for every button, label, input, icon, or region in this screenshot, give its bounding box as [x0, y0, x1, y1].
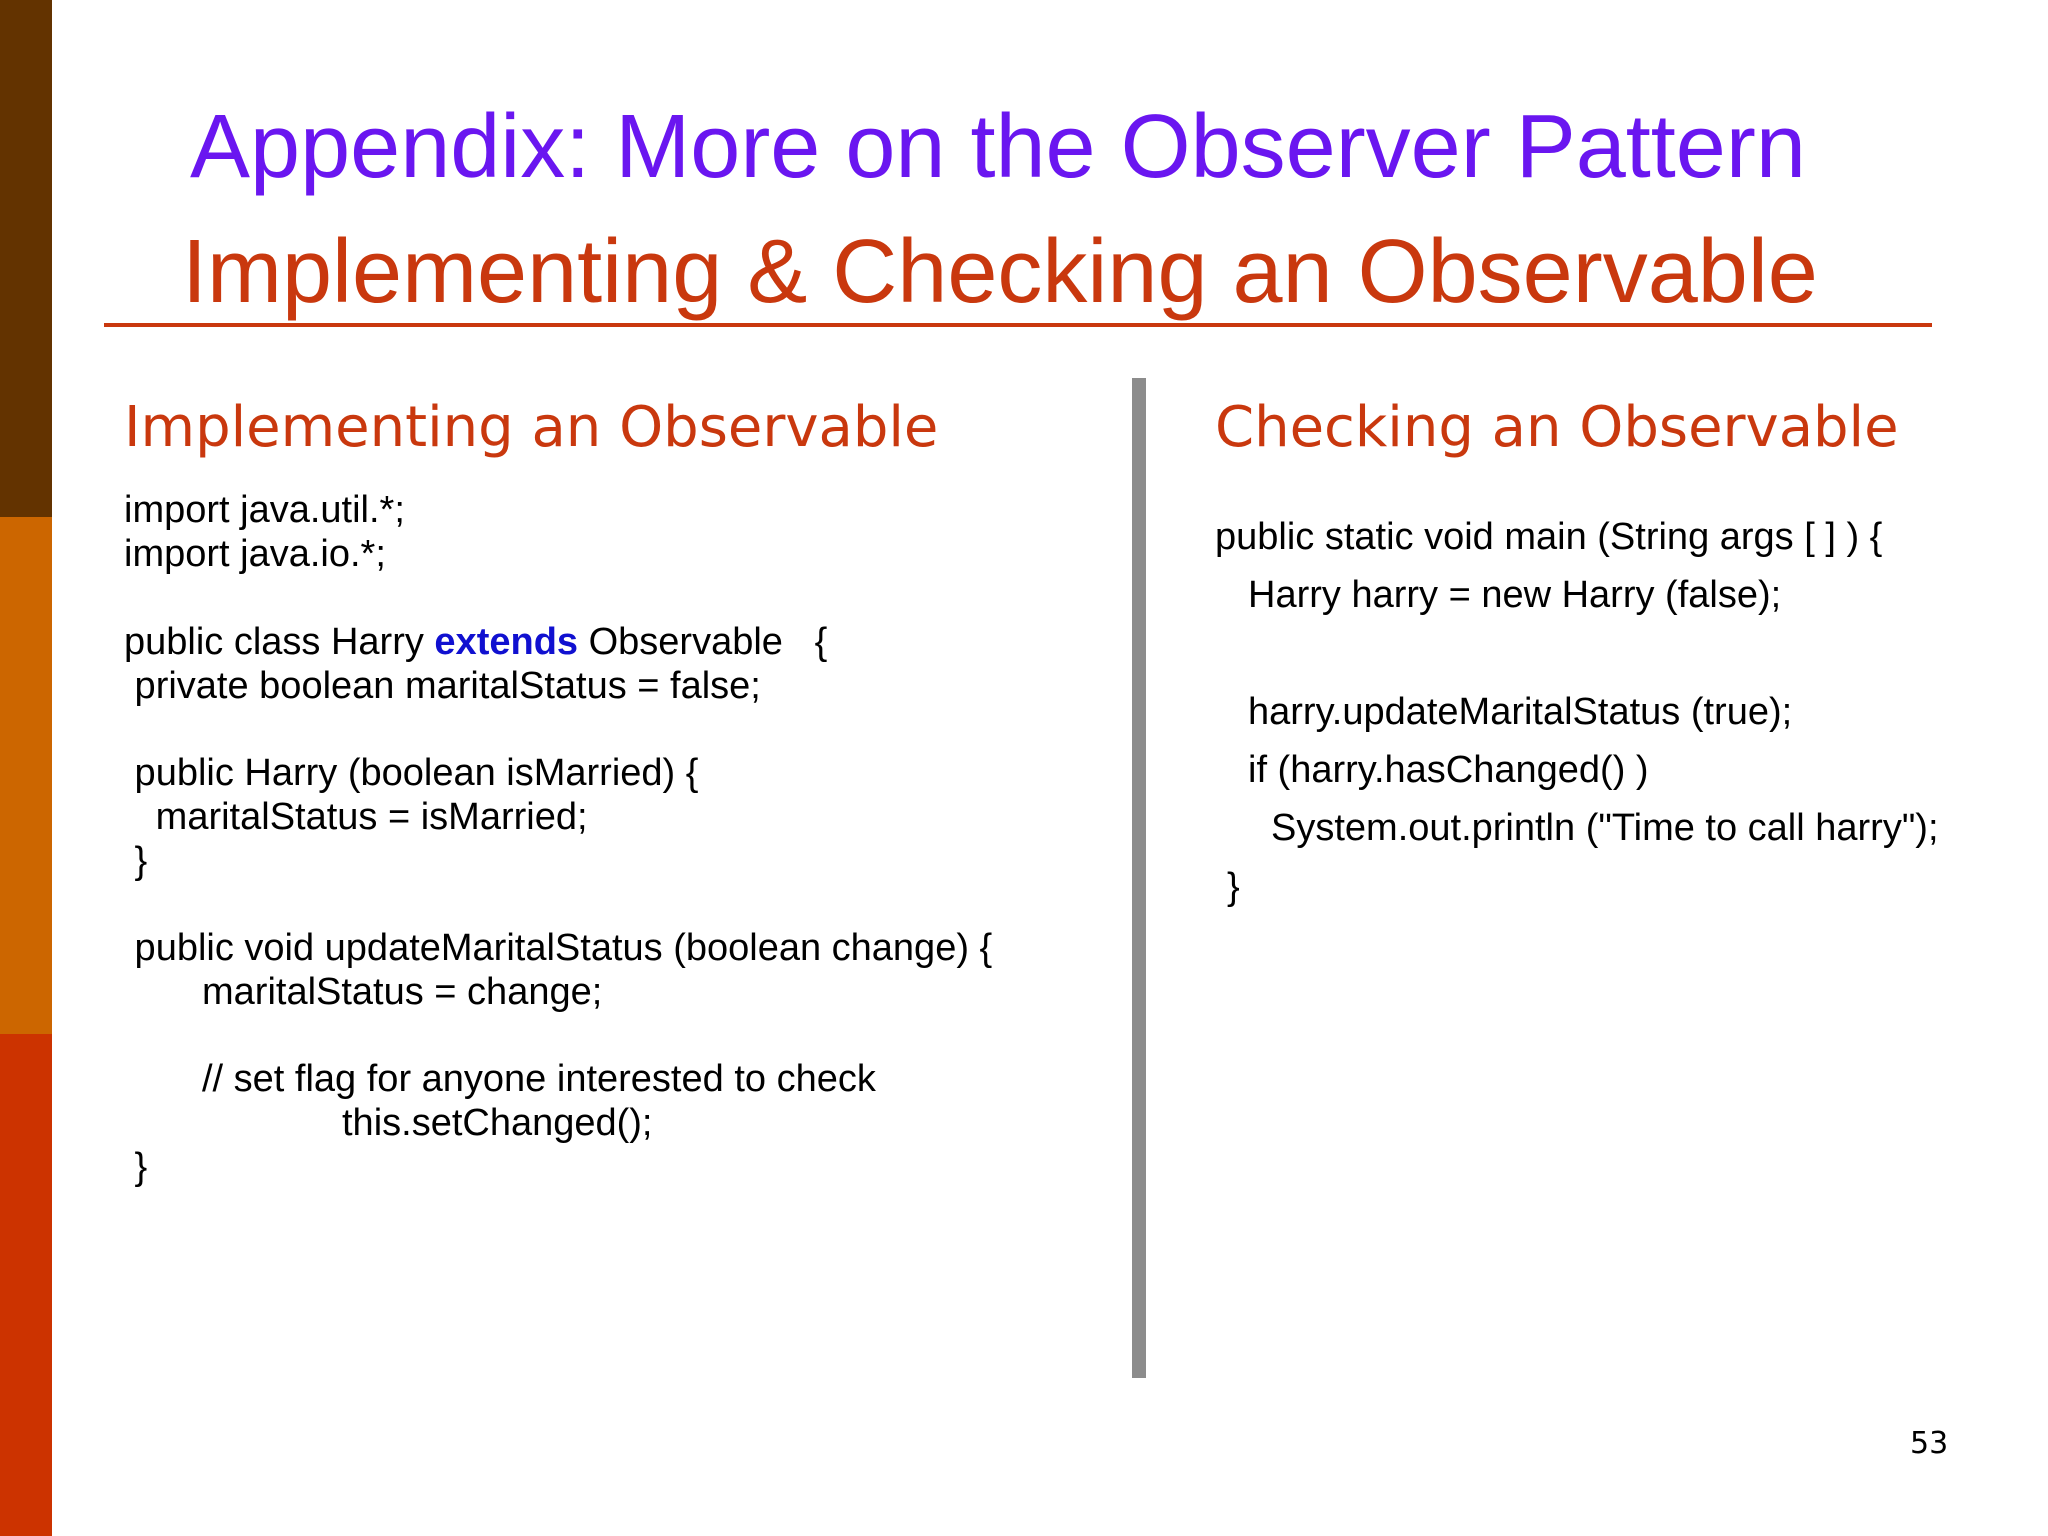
right-column-heading: Checking an Observable [1215, 395, 1899, 460]
right-code-line: Harry harry = new Harry (false); [1248, 574, 1782, 616]
right-code-line: public static void main (String args [ ] ) { [1215, 516, 1883, 558]
left-code-line: // set flag for anyone interested to check [202, 1058, 876, 1100]
side-accent-bar-bottom [0, 1034, 52, 1536]
left-code-line: public Harry (boolean isMarried) { [124, 752, 699, 794]
left-code-line: private boolean maritalStatus = false; [124, 665, 761, 707]
left-column-heading: Implementing an Observable [124, 395, 939, 460]
title-underline [104, 323, 1932, 327]
side-accent-bar-middle [0, 517, 52, 1034]
extends-keyword: extends [434, 621, 579, 663]
left-code-line: maritalStatus = change; [202, 971, 603, 1013]
code-text: public class Harry [124, 621, 435, 663]
right-code-line: if (harry.hasChanged() ) [1248, 749, 1649, 791]
page-number: 53 [1910, 1426, 1949, 1461]
column-divider [1132, 378, 1146, 1378]
left-code-line: import java.io.*; [124, 533, 386, 575]
left-code-line: public void updateMaritalStatus (boolean change) { [124, 927, 993, 969]
code-text: Observable { [578, 621, 828, 663]
left-code-line: maritalStatus = isMarried; [124, 796, 588, 838]
left-code-line: } [124, 1146, 148, 1188]
right-code-line: } [1227, 866, 1240, 908]
left-code-line: import java.util.*; [124, 489, 405, 531]
left-code-line: this.setChanged(); [342, 1102, 653, 1144]
right-code-line: harry.updateMaritalStatus (true); [1248, 691, 1793, 733]
slide-subtitle: Implementing & Checking an Observable [182, 222, 1818, 322]
slide-title: Appendix: More on the Observer Pattern [190, 97, 1806, 197]
left-code-line: } [124, 840, 148, 882]
right-code-line: System.out.println ("Time to call harry"); [1271, 807, 1939, 849]
side-accent-bar-top [0, 0, 52, 517]
left-code-line-class-declaration [124, 620, 827, 664]
